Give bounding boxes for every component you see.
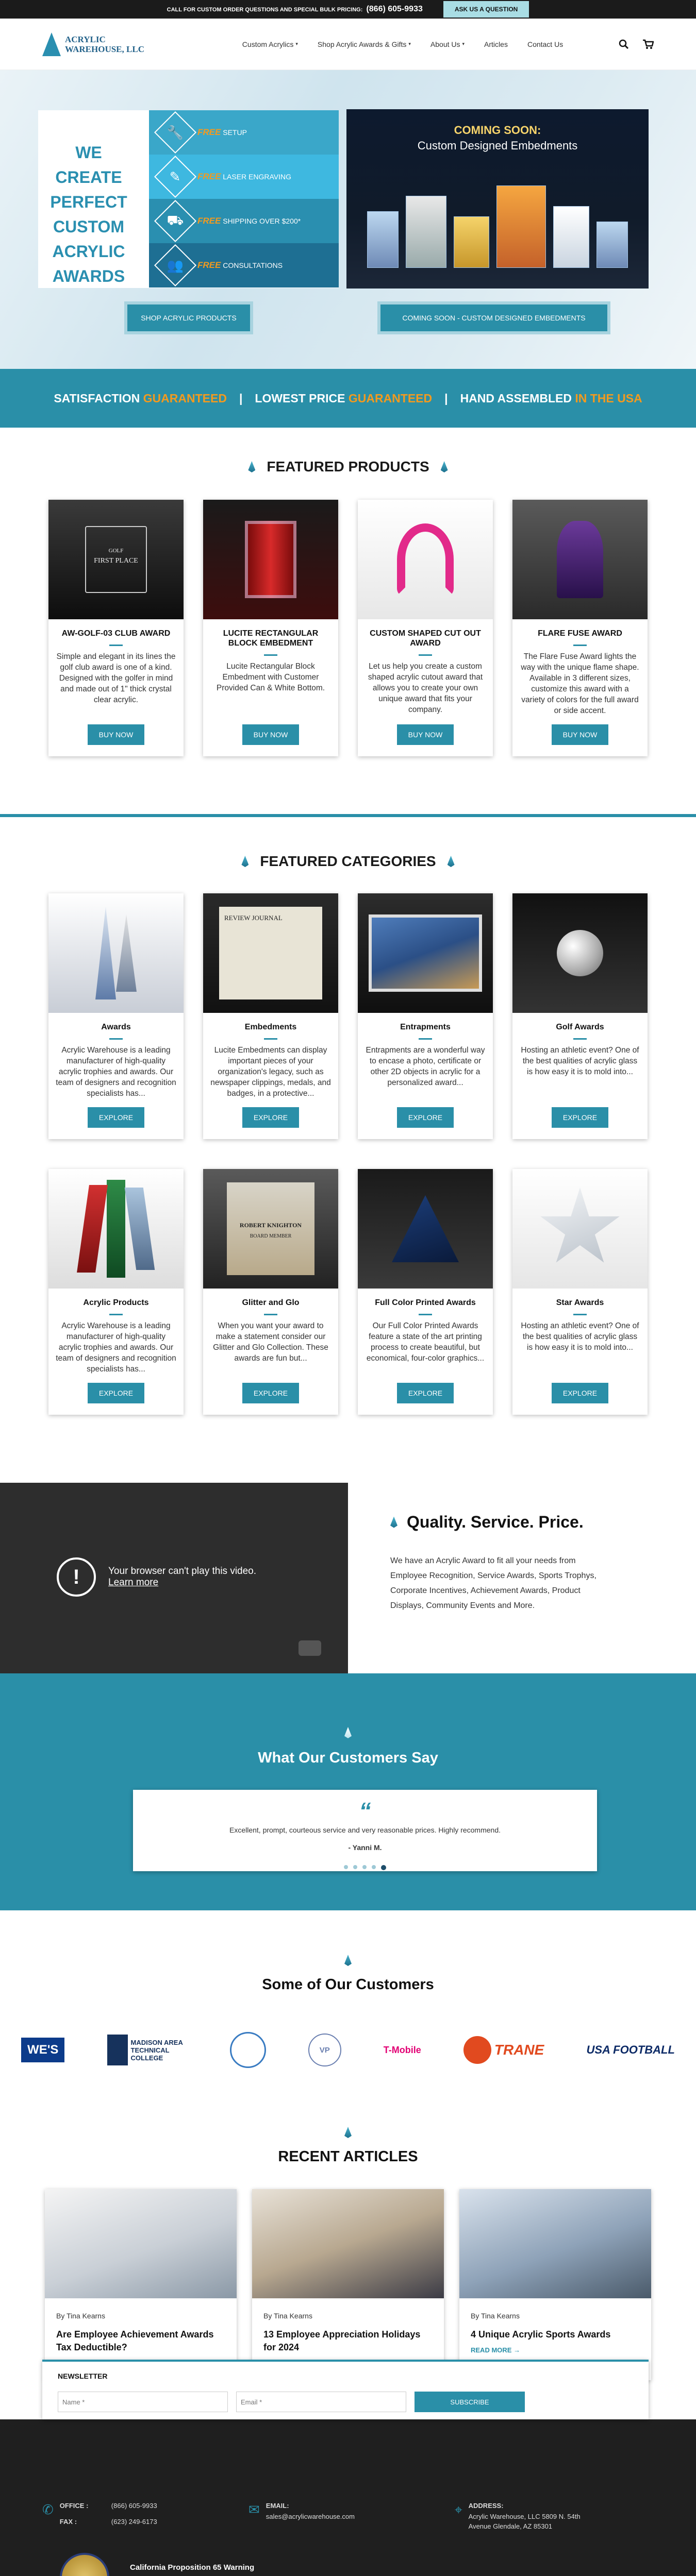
customer-logo: USA FOOTBALL: [586, 2043, 675, 2056]
article-author: By Tina Kearns: [56, 2312, 105, 2320]
featured-products-section: [0, 428, 696, 817]
fax-label: FAX :: [59, 2517, 77, 2526]
divider: [573, 1038, 587, 1040]
fax-number: (623) 249-6173: [111, 2517, 157, 2526]
banner-satisfaction: SATISFACTION GUARANTEED: [54, 391, 227, 405]
category-name: Awards: [101, 1023, 131, 1031]
quality-description: We have an Acrylic Award to fit all your needs from Employee Recognition, Service Awards, Sports Trophys, Corporate Incentives, Achievement Awards, Product Displays, Community Events and More.: [390, 1556, 596, 1610]
logo-line1: ACRYLIC: [65, 34, 106, 44]
product-image[interactable]: [512, 500, 648, 619]
chevron-down-icon: ▾: [408, 41, 411, 46]
customer-logo: MADISON AREA TECHNICAL COLLEGE: [107, 2032, 188, 2068]
category-card: [358, 893, 493, 1139]
site-footer: [0, 2372, 696, 2576]
nav-shop-awards[interactable]: [318, 40, 411, 48]
location-icon: ⌖: [455, 2502, 462, 2517]
product-description: Simple and elegant in its lines the golf club award is one of a kind. Designed with the golfer in mind and made out of 1" thick crystal clear acrylic.: [56, 652, 176, 704]
customers-title: Some of Our Customers: [262, 1976, 434, 1993]
article-title[interactable]: 13 Employee Appreciation Holidays for 2024: [263, 2329, 421, 2352]
category-name: Acrylic Products: [83, 1298, 149, 1307]
product-card: [48, 500, 184, 756]
nav-contact-us[interactable]: Contact Us: [527, 40, 564, 48]
divider: [264, 654, 277, 656]
explore-button[interactable]: EXPLORE: [552, 1107, 608, 1128]
feature-engraving: ✎ FREE LASER ENGRAVING: [149, 155, 339, 199]
subscribe-button[interactable]: SUBSCRIBE: [415, 2392, 525, 2412]
product-description: The Flare Fuse Award lights the way with the unique flame shape. Available in 3 different sizes, customize this award with a variety of colors for the full award or side accent.: [521, 652, 639, 715]
article-author: By Tina Kearns: [263, 2312, 312, 2320]
drop-icon: [241, 856, 248, 867]
learn-more-link[interactable]: Learn more: [108, 1577, 159, 1588]
category-name: Star Awards: [556, 1298, 604, 1307]
customer-logo: T-Mobile: [383, 2044, 421, 2055]
customer-logo: TRANE: [463, 2032, 544, 2068]
product-image[interactable]: [358, 500, 493, 619]
category-description: When you want your award to make a statement consider our Glitter and Glo Collection. These awards are fun but...: [213, 1321, 328, 1363]
nav-label: Custom Acrylics: [242, 40, 294, 48]
testimonials-section: [0, 1673, 696, 1910]
divider: [264, 1314, 277, 1315]
top-bar: [0, 0, 696, 19]
footer-address: [455, 2502, 581, 2530]
category-image[interactable]: [48, 893, 184, 1013]
category-card: [203, 1169, 338, 1415]
customer-logo: [230, 2032, 266, 2068]
product-image[interactable]: GOLF FIRST PLACE: [48, 500, 184, 619]
article-card: [252, 2189, 444, 2380]
alert-icon: !: [57, 1557, 96, 1597]
youtube-icon[interactable]: [299, 1640, 321, 1656]
email-icon: ✉: [248, 2502, 260, 2517]
product-card: [203, 500, 338, 756]
quality-text: [348, 1483, 607, 1673]
category-image[interactable]: [512, 1169, 648, 1289]
testimonial-author: - Yanni M.: [348, 1843, 382, 1852]
hero-section: [0, 70, 696, 369]
truck-icon: ⛟: [154, 200, 196, 242]
hero-panel: [38, 110, 339, 288]
testimonial-quote: Excellent, prompt, courteous service and very reasonable prices. Highly recommend.: [229, 1826, 501, 1834]
video-error-text: Your browser can't play this video.: [108, 1566, 257, 1577]
embedment-products-image: [367, 185, 628, 268]
video-title: COMING SOON:: [454, 124, 541, 137]
product-card: [512, 500, 648, 756]
shop-acrylic-products-button[interactable]: SHOP ACRYLIC PRODUCTS: [127, 304, 250, 331]
featured-categories-section: [0, 817, 696, 1483]
ask-question-button[interactable]: ASK US A QUESTION: [443, 1, 529, 18]
banner-separator: |: [239, 391, 243, 405]
explore-button[interactable]: EXPLORE: [397, 1107, 454, 1128]
divider: [109, 1314, 123, 1315]
articles-title: RECENT ARTICLES: [278, 2148, 418, 2165]
quality-video[interactable]: [0, 1483, 348, 1673]
divider: [573, 645, 587, 646]
customer-logo: WE'S: [21, 2038, 64, 2062]
category-name: Full Color Printed Awards: [375, 1298, 476, 1307]
category-name: Glitter and Glo: [242, 1298, 300, 1307]
address-line1: Acrylic Warehouse, LLC 5809 N. 54th: [468, 2513, 581, 2520]
explore-button[interactable]: EXPLORE: [88, 1107, 144, 1128]
product-card: [358, 500, 493, 756]
drop-icon: [344, 1727, 352, 1738]
customers-section: [0, 1910, 696, 2127]
drop-icon: [441, 461, 448, 472]
product-name: CUSTOM SHAPED CUT OUT AWARD: [370, 629, 481, 648]
chevron-down-icon: ▾: [295, 41, 298, 46]
article-card: [459, 2189, 651, 2380]
category-name: Golf Awards: [556, 1023, 604, 1031]
explore-button[interactable]: EXPLORE: [397, 1383, 454, 1403]
carousel-dot[interactable]: [344, 1865, 348, 1869]
pen-icon: ✎: [154, 156, 196, 198]
product-name: LUCITE RECTANGULAR BLOCK EMBEDMENT: [223, 629, 319, 648]
address-label: ADDRESS:: [468, 2502, 504, 2510]
category-description: Entrapments are a wonderful way to encase a photo, certificate or other 2D objects in acrylic for a personalized award...: [366, 1046, 485, 1087]
read-more-link[interactable]: READ MORE →: [471, 2346, 521, 2354]
banner-lowest-price: LOWEST PRICE GUARANTEED: [255, 391, 433, 405]
category-card: [48, 1169, 184, 1415]
feature-consultations: 👥 FREE CONSULTATIONS: [149, 243, 339, 287]
category-image[interactable]: [358, 1169, 493, 1289]
video-error-message: [57, 1557, 256, 1597]
hero-title: WE CREATE PERFECT CUSTOM ACRYLIC AWARDS: [50, 143, 127, 285]
category-description: Hosting an athletic event? One of the best qualities of acrylic glass is how easy it is to mold into...: [521, 1321, 639, 1352]
featured-categories-title: FEATURED CATEGORIES: [0, 853, 696, 870]
drop-icon: [344, 1955, 352, 1966]
banner-separator: |: [444, 391, 448, 405]
site-logo[interactable]: [42, 32, 187, 56]
explore-button[interactable]: EXPLORE: [88, 1383, 144, 1403]
divider: [264, 1038, 277, 1040]
article-image[interactable]: [252, 2189, 444, 2298]
article-image[interactable]: [45, 2189, 237, 2298]
category-card: [512, 1169, 648, 1415]
article-title[interactable]: 4 Unique Acrylic Sports Awards: [471, 2329, 611, 2340]
promo-phone[interactable]: (866) 605-9933: [366, 5, 423, 13]
category-description: Our Full Color Printed Awards feature a state of the art printing process to create beautiful, but economical, four-color graphics...: [366, 1321, 485, 1363]
email-input[interactable]: [236, 2392, 406, 2412]
product-image[interactable]: [203, 500, 338, 619]
article-author: By Tina Kearns: [471, 2312, 520, 2320]
category-description: Lucite Embedments can display important pieces of your organization's legacy, such as newspaper clippings, medals, and badges, in a protective...: [210, 1046, 331, 1098]
drop-icon: [248, 461, 255, 472]
category-card: [48, 893, 184, 1139]
email-label: EMAIL:: [266, 2502, 289, 2510]
category-card: [512, 893, 648, 1139]
trane-circle-icon: [463, 2036, 491, 2064]
chevron-down-icon: ▾: [462, 41, 465, 46]
feature-setup: 🔧 FREE SETUP: [149, 110, 339, 155]
people-icon: 👥: [154, 244, 196, 286]
cart-icon[interactable]: [642, 39, 654, 49]
category-image[interactable]: REVIEW JOURNAL: [203, 893, 338, 1013]
coming-soon-button[interactable]: COMING SOON - CUSTOM DESIGNED EMBEDMENTS: [380, 304, 607, 331]
arrow-right-icon: →: [513, 2346, 521, 2354]
footer-phone: [42, 2502, 248, 2530]
quality-section: [0, 1483, 696, 1673]
testimonials-title: What Our Customers Say: [258, 1750, 438, 1766]
quote-icon: “: [359, 1798, 371, 1824]
feature-shipping: ⛟ FREE SHIPPING OVER $200*: [149, 199, 339, 243]
divider: [109, 645, 123, 646]
prop65-title: California Proposition 65 Warning: [130, 2563, 255, 2572]
divider: [419, 1314, 432, 1315]
article-title[interactable]: Are Employee Achievement Awards Tax Deductible?: [56, 2329, 214, 2352]
customer-logo: VP: [308, 2032, 341, 2068]
promo-label: CALL FOR CUSTOM ORDER QUESTIONS AND SPECIAL BULK PRICING:: [167, 7, 363, 13]
featured-products-title: FEATURED PRODUCTS: [0, 459, 696, 475]
footer-contact-row: [0, 2419, 696, 2530]
drop-icon: [344, 2127, 352, 2138]
award-seal-icon: [60, 2553, 109, 2576]
nav-label: About Us: [430, 40, 460, 48]
name-input[interactable]: [58, 2392, 228, 2412]
customer-logos: [0, 2014, 696, 2086]
category-description: Acrylic Warehouse is a leading manufacturer of high-quality acrylic trophies and awards. Our team of designers and recognition specialists has...: [56, 1321, 176, 1374]
college-shield-icon: [107, 2035, 128, 2065]
wrench-icon: 🔧: [154, 111, 196, 154]
category-description: Acrylic Warehouse is a leading manufacturer of high-quality acrylic trophies and awards. Our team of designers and recognition specialists has...: [56, 1046, 176, 1098]
logo-line2: WAREHOUSE, LLC: [65, 44, 144, 54]
product-description: Lucite Rectangular Block Embedment with Customer Provided Can & White Bottom.: [216, 662, 325, 692]
nav-label: Shop Acrylic Awards & Gifts: [317, 40, 407, 48]
product-description: Let us help you create a custom shaped acrylic cutout award that allows you to create your own unique award that fits your company.: [368, 662, 483, 714]
category-description: Hosting an athletic event? One of the best qualities of acrylic glass is how easy it is to mold into...: [521, 1046, 639, 1076]
category-card: [203, 893, 338, 1139]
newsletter-box: [42, 2360, 649, 2419]
logo-icon: [42, 32, 61, 56]
divider: [109, 1038, 123, 1040]
product-name: AW-GOLF-03 CLUB AWARD: [61, 629, 171, 638]
divider: [419, 1038, 432, 1040]
buy-now-button[interactable]: BUY NOW: [397, 724, 454, 745]
category-image[interactable]: ROBERT KNIGHTON BOARD MEMBER: [203, 1169, 338, 1289]
nav-articles[interactable]: Articles: [484, 40, 508, 48]
buy-now-button[interactable]: BUY NOW: [242, 724, 300, 745]
drop-icon: [448, 856, 455, 867]
category-name: Entrapments: [400, 1023, 451, 1031]
buy-now-button[interactable]: BUY NOW: [552, 724, 609, 745]
drop-icon: [390, 1517, 397, 1528]
newsletter-title: NEWSLETTER: [58, 2372, 108, 2380]
article-card: [45, 2189, 237, 2380]
buy-now-button[interactable]: BUY NOW: [88, 724, 145, 745]
explore-button[interactable]: EXPLORE: [552, 1383, 608, 1403]
carousel-dot-active[interactable]: [381, 1865, 386, 1870]
category-image[interactable]: [48, 1169, 184, 1289]
nav-about-us[interactable]: [430, 40, 465, 48]
category-card: [358, 1169, 493, 1415]
banner-hand-assembled: HAND ASSEMBLED IN THE USA: [460, 391, 642, 405]
address-line2: Avenue Glendale, AZ 85301: [468, 2522, 553, 2530]
carousel-dots: [133, 1865, 597, 1870]
explore-button[interactable]: EXPLORE: [242, 1383, 299, 1403]
main-nav: [187, 40, 619, 48]
search-icon[interactable]: [619, 39, 629, 49]
office-phone[interactable]: (866) 605-9933: [111, 2502, 157, 2510]
explore-button[interactable]: EXPLORE: [242, 1107, 299, 1128]
email-link[interactable]: sales@acrylicwarehouse.com: [266, 2513, 355, 2520]
testimonial-card: [133, 1790, 597, 1871]
prop65-row: [60, 2553, 696, 2576]
category-image[interactable]: [512, 893, 648, 1013]
product-name: FLARE FUSE AWARD: [538, 629, 622, 638]
seal-icon: [230, 2032, 266, 2068]
phone-icon: ✆: [42, 2502, 54, 2517]
hero-feature-list: [149, 110, 339, 287]
category-image[interactable]: [358, 893, 493, 1013]
quality-title: Quality. Service. Price.: [390, 1513, 607, 1532]
carousel-dot[interactable]: [372, 1865, 376, 1869]
office-label: OFFICE :: [59, 2502, 89, 2510]
divider: [573, 1314, 587, 1315]
article-image[interactable]: [459, 2189, 651, 2298]
header-icons: [619, 39, 654, 49]
carousel-dot[interactable]: [362, 1865, 367, 1869]
divider: [419, 654, 432, 656]
nav-custom-acrylics[interactable]: [242, 40, 298, 48]
guarantee-banner: [0, 369, 696, 428]
carousel-dot[interactable]: [353, 1865, 357, 1869]
video-subtitle: Custom Designed Embedments: [417, 139, 578, 152]
category-name: Embedments: [244, 1023, 297, 1031]
site-header: [0, 19, 696, 70]
footer-email: [248, 2502, 455, 2530]
promo-text: [167, 5, 423, 14]
hero-promo-video[interactable]: [346, 109, 649, 289]
